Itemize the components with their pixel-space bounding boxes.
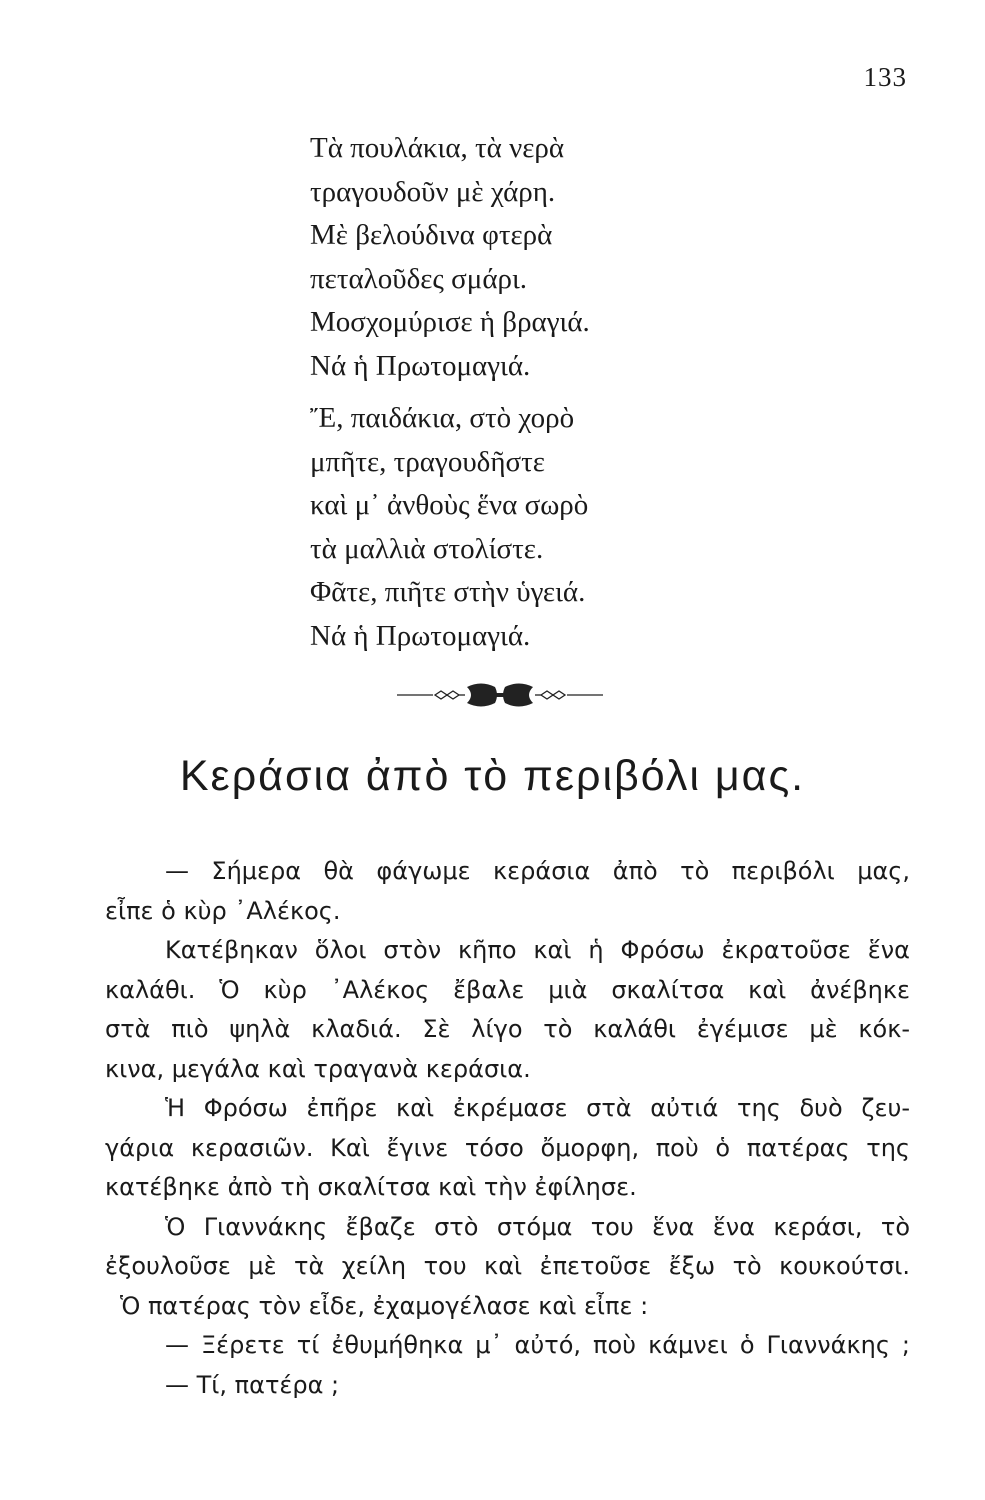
poem-line: Φᾶτε, πιῆτε στὴν ὑγειά.	[310, 576, 586, 608]
story-line: — Ξέρετε τί ἐθυμήθηκα μ᾿ αὐτό, ποὺ κάμνει ὁ Γιαννάκης ;	[165, 1331, 910, 1359]
story-line: Ὁ Γιαννάκης ἔβαζε στὸ στόμα του ἕνα ἕνα κεράσι, τὸ	[165, 1212, 910, 1241]
poem-line: τραγουδοῦν μὲ χάρη.	[310, 175, 556, 208]
story-line: κινα, μεγάλα καὶ τραγανὰ κεράσια.	[105, 1054, 531, 1083]
story-line: γάρια κερασιῶν. Καὶ ἔγινε τόσο ὄμορφη, ποὺ ὁ πατέρας της	[105, 1133, 910, 1162]
story-line: κατέβηκε ἀπὸ τὴ σκαλίτσα καὶ τὴν ἐφίλησε.	[105, 1173, 637, 1201]
poem-line: Μοσχομύρισε ἡ βραγιά.	[310, 306, 590, 338]
story-line: εἶπε ὁ κὺρ ᾿Αλέκος.	[105, 896, 341, 925]
story-line: ἐξουλοῦσε μὲ τὰ χείλη του καὶ ἐπετοῦσε ἔξω τὸ κουκούτσι.	[105, 1252, 910, 1280]
story-body	[105, 852, 910, 1405]
poem-line: καὶ μ᾿ ἀνθοὺς ἕνα σωρὸ	[310, 489, 589, 521]
story-line: — Σήμερα θὰ φάγωμε κεράσια ἀπὸ τὸ περιβόλι μας,	[165, 857, 910, 885]
story-line: στὰ πιὸ ψηλὰ κλαδιά. Σὲ λίγο τὸ καλάθι ἐγέμισε μὲ κόκ-	[105, 1015, 910, 1043]
story-line: καλάθι. Ὁ κὺρ ᾿Αλέκος ἔβαλε μιὰ σκαλίτσα καὶ ἀνέβηκε	[105, 975, 910, 1004]
poem-stanza-2	[310, 397, 588, 658]
story-line: Ἡ Φρόσω ἐπῆρε καὶ ἐκρέμασε στὰ αὐτιά της δυὸ ζευ-	[165, 1094, 910, 1122]
page-number: 133	[863, 62, 907, 92]
poem-line: Νά ἡ Πρωτομαγιά.	[310, 619, 531, 652]
ornament-divider	[395, 678, 605, 712]
story-title: Κεράσια ἀπὸ τὸ περιβόλι μας.	[179, 752, 806, 800]
poem-line: Ἔ, παιδάκια, στὸ χορὸ	[310, 402, 575, 434]
story-line: Ὁ πατέρας τὸν εἶδε, ἐχαμογέλασε καὶ εἶπε :	[120, 1291, 649, 1320]
poem-line: τὰ μαλλιὰ στολίστε.	[310, 532, 544, 565]
poem-stanza-1	[310, 127, 590, 388]
story-line: — Τί, πατέρα ;	[165, 1370, 340, 1399]
poem-line: Μὲ βελούδινα φτερὰ	[310, 219, 553, 251]
poem-line: Τὰ πουλάκια, τὰ νερὰ	[310, 132, 565, 164]
poem-line: Νά ἡ Πρωτομαγιά.	[310, 349, 531, 382]
story-line: Κατέβηκαν ὅλοι στὸν κῆπο καὶ ἡ Φρόσω ἐκρατοῦσε ἕνα	[165, 936, 910, 964]
poem-line: μπῆτε, τραγουδῆστε	[310, 445, 545, 478]
poem-line: πεταλοῦδες σμάρι.	[310, 262, 528, 295]
